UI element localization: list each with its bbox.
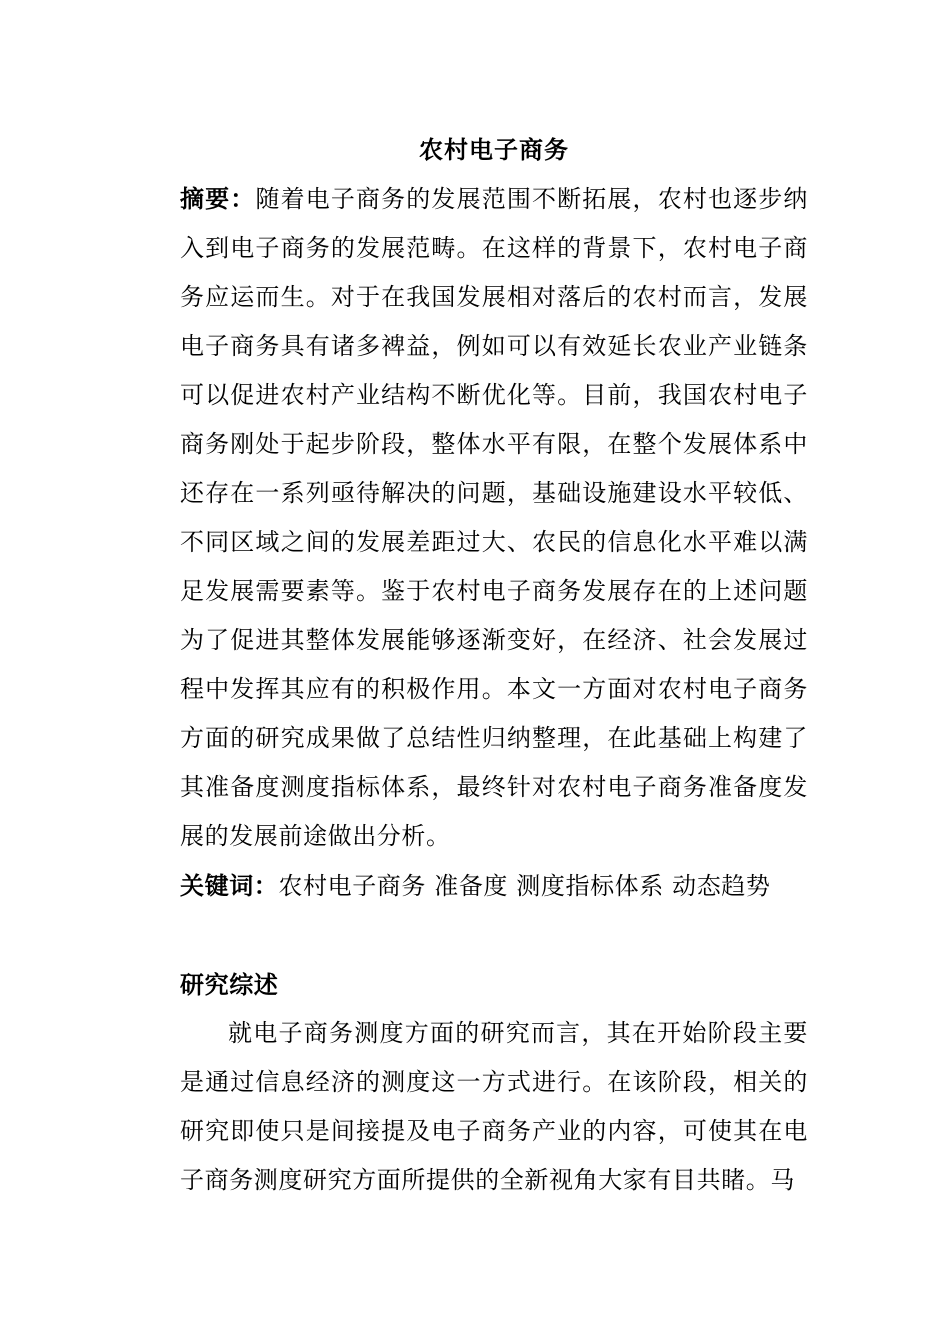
abstract-label: 摘要： xyxy=(180,184,256,213)
section-heading: 研究综述 xyxy=(180,970,279,999)
abstract-text: 随着电子商务的发展范围不断拓展，农村也逐步纳入到电子商务的发展范畴。在这样的背景下，农村电子商务应运而生。对于在我国发展相对落后的农村而言，发展电子商务具有诸多裨益，例如可以有效延长农业产业链条可以促进农村产业结构不断优化等。目前，我国农村电子商务刚处于起步阶段，整体水平有限，在整个发展体系中还存在一系列亟待解决的问题，基础设施建设水平较低、不同区域之间的发展差距过大、农民的信息化水平难以满足发展需要素等。鉴于农村电子商务发展存在的上述问题为了促进其整体发展能够逐渐变好，在经济、社会发展过程中发挥其应有的积极作用。本文一方面对农村电子商务方面的研究成果做了总结性归纳整理，在此基础上构建了其准备度测度指标体系，最终针对农村电子商务准备度发展的发展前途做出分析。 xyxy=(180,185,808,850)
abstract-paragraph xyxy=(180,174,808,861)
document-page xyxy=(180,126,808,1205)
keywords-text: 农村电子商务 准备度 测度指标体系 动态趋势 xyxy=(278,872,771,900)
keywords-paragraph xyxy=(180,861,808,911)
keywords-label: 关键词： xyxy=(180,871,279,900)
document-title: 农村电子商务 xyxy=(419,135,569,164)
section-spacer xyxy=(180,911,808,960)
section-paragraph: 就电子商务测度方面的研究而言，其在开始阶段主要是通过信息经济的测度这一方式进行。在该阶段，相关的研究即使只是间接提及电子商务产业的内容，可使其在电子商务测度研究方面所提供的全新视角大家有目共睹。马 xyxy=(180,1019,808,1194)
